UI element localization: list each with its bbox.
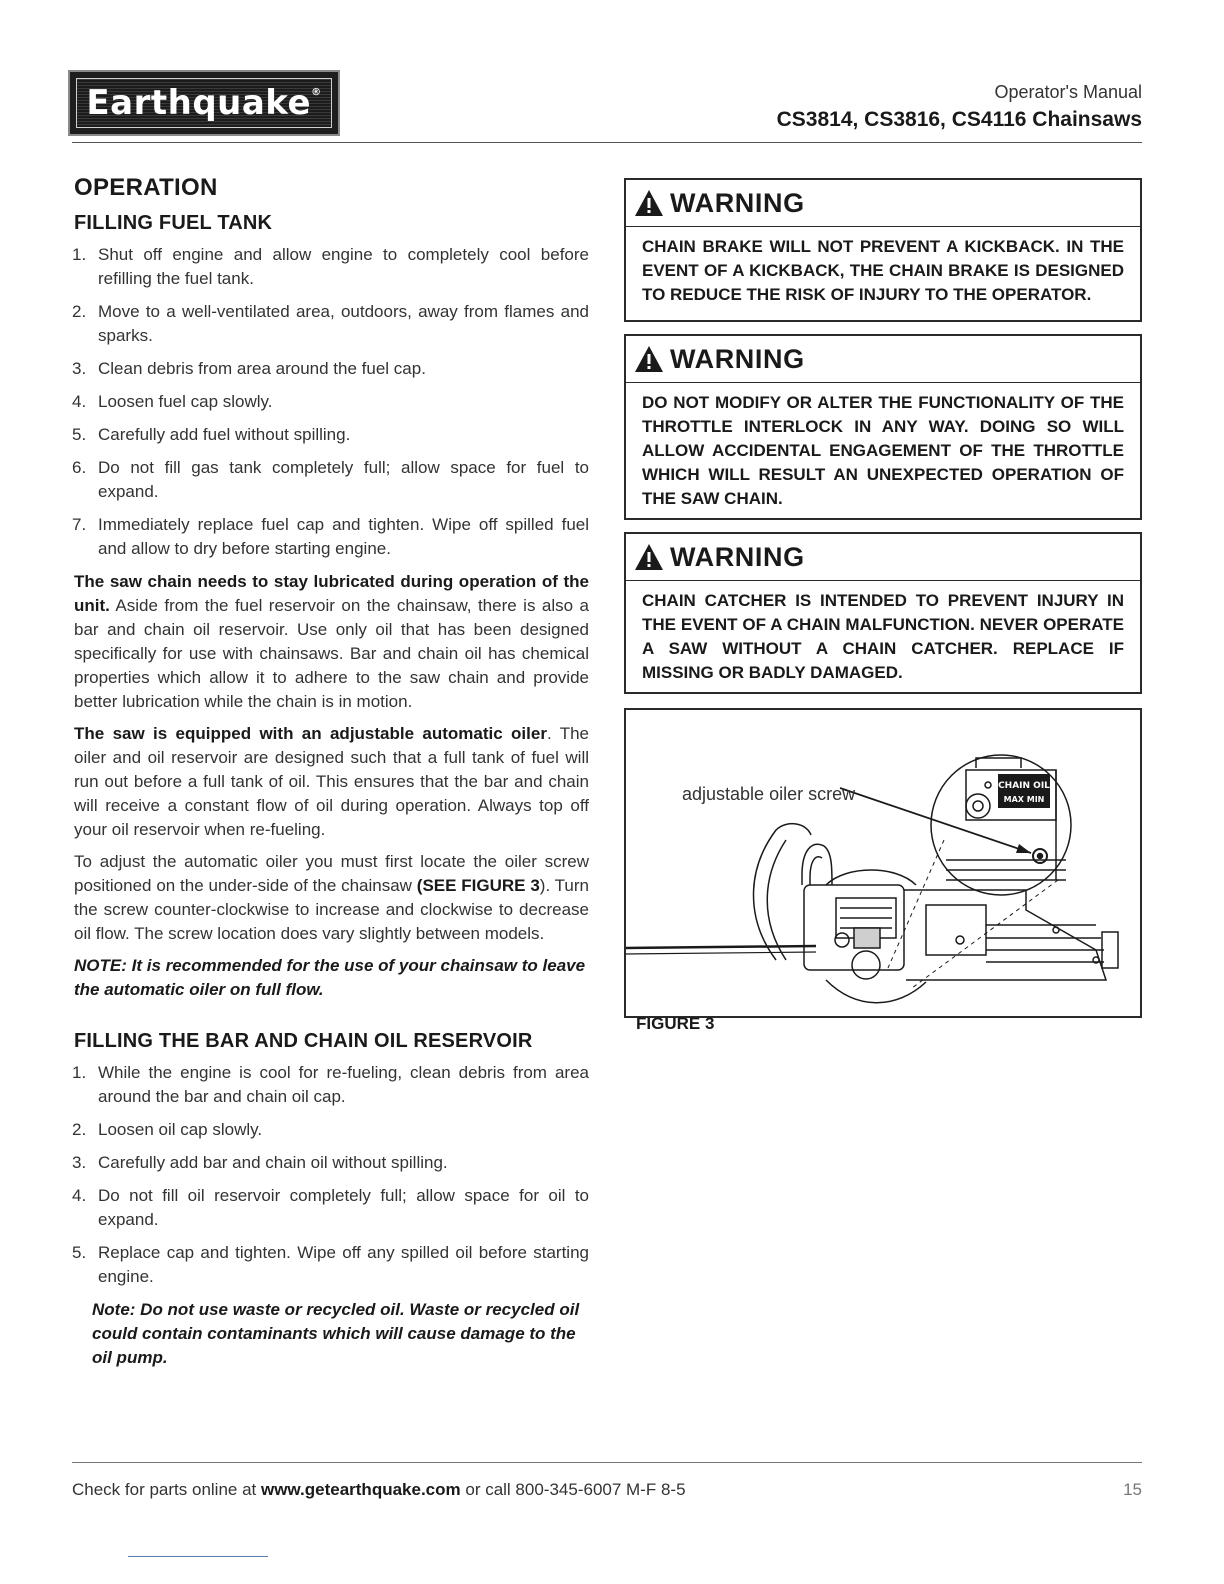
decal-label-oil: CHAIN OIL: [998, 781, 1050, 791]
lubrication-paragraph: The saw chain needs to stay lubricated during operation of the unit. Aside from the fuel reservoir on the chainsaw, there is also a bar and chain oil reservoir. Use only oil that has been designed specifically for use with chainsaws. Bar and chain oil has chemical properties which allow it to adhere to the saw chain and provide better lubrication while the chain is in motion.: [74, 572, 589, 711]
warning-triangle-icon: [634, 543, 664, 571]
page-number: 15: [1123, 1480, 1142, 1499]
logo-text: Earthquake®: [86, 83, 322, 123]
decal-label-level: MAX MIN: [1003, 795, 1045, 804]
list-item: 3. Carefully add bar and chain oil without spilling.: [72, 1153, 448, 1172]
fuel-steps-list: [72, 243, 589, 561]
list-item: 2. Loosen oil cap slowly.: [72, 1120, 263, 1139]
oiler-paragraph: The saw is equipped with an adjustable automatic oiler. The oiler and oil reservoir are designed such that a full tank of fuel will run out before a full tank of oil. This ensures that the bar and chain will receive a constant flow of oil during operation. Always top off your oil reservoir when re-fueling.: [74, 724, 589, 839]
list-item: 6. Do not fill gas tank completely full; allow space for fuel to expand.: [72, 458, 589, 501]
figure-label: FIGURE 3: [636, 1014, 715, 1033]
warning-triangle-icon: [634, 189, 664, 217]
scan-artifact-line: [128, 1556, 268, 1557]
list-item: 5. Replace cap and tighten. Wipe off any spilled oil before starting engine.: [72, 1243, 589, 1286]
logo-frame: [76, 78, 332, 128]
oil-steps-list: [72, 1061, 589, 1289]
list-item: 4. Loosen fuel cap slowly.: [72, 392, 273, 411]
warning-title: WARNING: [670, 343, 805, 374]
figure-callout: adjustable oiler screw: [682, 784, 856, 804]
oil-note: Note: Do not use waste or recycled oil. Waste or recycled oil could contain contaminants which will cause damage to the oil pump.: [92, 1300, 580, 1367]
list-item: 1. While the engine is cool for re-fueling, clean debris from area around the bar and chain oil cap.: [72, 1063, 589, 1106]
left-column: [72, 174, 589, 1370]
warning-box-chain-brake: [624, 178, 1142, 322]
website-link[interactable]: www.getearthquake.com: [260, 1480, 461, 1499]
chainsaw-illustration: [626, 710, 1144, 1020]
warning-box-throttle-interlock: [624, 334, 1142, 520]
warning-text: CHAIN CATCHER IS INTENDED TO PREVENT INJURY IN THE EVENT OF A CHAIN MALFUNCTION. NEVER OPERATE A SAW WITHOUT A CHAIN CATCHER. REPLACE IF MISSING OR BADLY DAMAGED.: [642, 591, 1124, 682]
section-heading-operation: OPERATION: [74, 174, 218, 201]
warning-header: [626, 336, 1140, 383]
warning-title: WARNING: [670, 541, 805, 572]
adjust-oiler-paragraph: To adjust the automatic oiler you must first locate the oiler screw positioned on the under-side of the chainsaw (SEE FIGURE 3). Turn the screw counter-clockwise to increase and clockwise to decrease oil flow. The screw location does vary slightly between models.: [74, 852, 589, 943]
manual-title: CS3814, CS3816, CS4116 Chainsaws: [776, 108, 1142, 131]
section-heading-fuel: FILLING FUEL TANK: [74, 212, 273, 234]
warning-text: CHAIN BRAKE WILL NOT PREVENT A KICKBACK. IN THE EVENT OF A KICKBACK, THE CHAIN BRAKE IS DESIGNED TO REDUCE THE RISK OF INJURY TO THE OPERATOR.: [642, 237, 1124, 304]
section-spacer: [72, 1010, 589, 1030]
warning-title: WARNING: [670, 187, 805, 218]
warning-text: DO NOT MODIFY OR ALTER THE FUNCTIONALITY OF THE THROTTLE INTERLOCK IN ANY WAY. DOING SO WILL ALLOW ACCIDENTAL ENGAGEMENT OF THE THROTTLE WHICH WILL RESULT AN UNEXPECTED OPERATION OF THE SAW CHAIN.: [642, 393, 1124, 508]
brand-logo: [68, 70, 340, 136]
list-item: 5. Carefully add fuel without spilling.: [72, 425, 351, 444]
list-item: 1. Shut off engine and allow engine to completely cool before refilling the fuel tank.: [72, 245, 589, 288]
manual-subtitle: Operator's Manual: [994, 82, 1142, 102]
list-item: 2. Move to a well-ventilated area, outdoors, away from flames and sparks.: [72, 302, 589, 345]
header-divider: [72, 142, 1142, 143]
warning-header: [626, 180, 1140, 227]
figure-3: [624, 708, 1142, 1033]
warning-header: [626, 534, 1140, 581]
warning-triangle-icon: [634, 345, 664, 373]
list-item: 3. Clean debris from area around the fuel cap.: [72, 359, 426, 378]
warning-box-chain-catcher: [624, 532, 1142, 694]
list-item: 4. Do not fill oil reservoir completely full; allow space for oil to expand.: [72, 1186, 589, 1229]
list-item: 7. Immediately replace fuel cap and tighten. Wipe off spilled fuel and allow to dry before starting engine.: [72, 515, 589, 558]
section-heading-oil: FILLING THE BAR AND CHAIN OIL RESERVOIR: [74, 1030, 533, 1052]
footer-divider: [72, 1462, 1142, 1463]
footer-text: Check for parts online at www.getearthquake.com or call 800-345-6007 M-F 8-5: [72, 1480, 686, 1499]
oiler-note: NOTE: It is recommended for the use of your chainsaw to leave the automatic oiler on full flow.: [74, 956, 586, 999]
